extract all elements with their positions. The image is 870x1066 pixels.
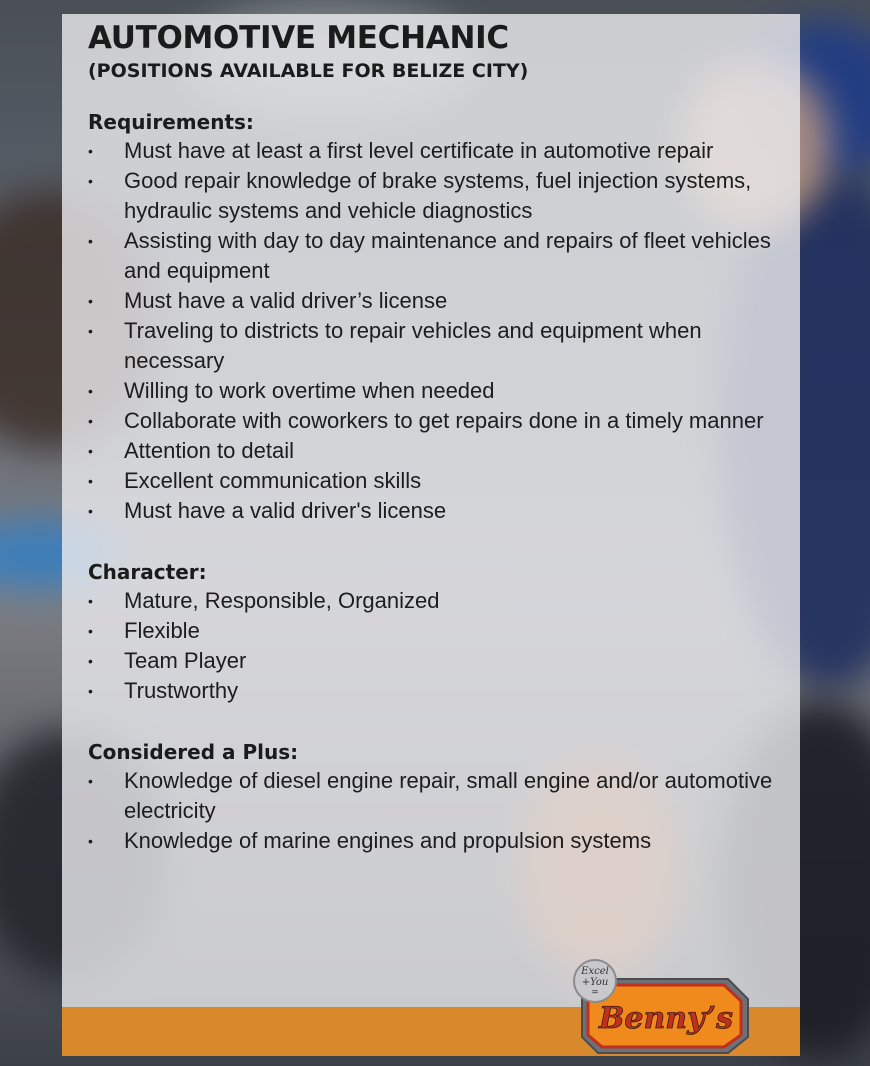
list-item: • Knowledge of diesel engine repair, small engine and/or automotive electricity: [88, 768, 773, 823]
list-item: • Knowledge of marine engines and propulsion systems: [88, 826, 788, 856]
list-item: • Traveling to districts to repair vehicles and equipment when necessary: [88, 318, 702, 373]
requirements-list: [88, 136, 788, 526]
svg-text:+You: +You: [581, 977, 609, 988]
plus-heading: Considered a Plus:: [88, 740, 299, 764]
bullet-icon: •: [88, 413, 93, 429]
bullet-icon: •: [88, 443, 93, 459]
list-item: • Excellent communication skills: [88, 466, 788, 496]
bullet-icon: •: [88, 143, 93, 159]
bullet-icon: •: [88, 383, 93, 399]
list-item: • Attention to detail: [88, 436, 788, 466]
svg-text:=: =: [591, 988, 599, 998]
list-item: • Assisting with day to day maintenance and repairs of fleet vehicles and equipment: [88, 228, 771, 283]
bullet-icon: •: [88, 623, 93, 639]
plus-list: [88, 766, 788, 856]
svg-text:Excel: Excel: [581, 966, 609, 977]
svg-text:Benny’s: Benny’s: [599, 1001, 733, 1036]
plus-section: [88, 738, 788, 856]
bullet-icon: •: [88, 773, 93, 789]
list-item: • Collaborate with coworkers to get repairs done in a timely manner: [88, 406, 788, 436]
posting-content: [88, 20, 788, 856]
job-subtitle: (POSITIONS AVAILABLE FOR BELIZE CITY): [88, 60, 529, 82]
list-item: • Flexible: [88, 616, 788, 646]
list-item: • Must have a valid driver's license: [88, 496, 788, 526]
list-item: • Team Player: [88, 646, 788, 676]
list-item: • Trustworthy: [88, 676, 788, 706]
job-title: AUTOMOTIVE MECHANIC: [88, 20, 509, 56]
job-posting-card: [62, 14, 800, 1056]
bullet-icon: •: [88, 683, 93, 699]
bullet-icon: •: [88, 293, 93, 309]
requirements-heading: Requirements:: [88, 110, 254, 134]
bullet-icon: •: [88, 653, 93, 669]
character-list: [88, 586, 788, 706]
bullet-icon: •: [88, 833, 93, 849]
bennys-logo: [570, 957, 760, 1057]
bullet-icon: •: [88, 323, 93, 339]
bullet-icon: •: [88, 173, 93, 189]
character-section: [88, 558, 788, 706]
list-item: • Good repair knowledge of brake systems, fuel injection systems, hydraulic systems and vehicle diagnostics: [88, 168, 752, 223]
list-item: • Mature, Responsible, Organized: [88, 586, 788, 616]
bullet-icon: •: [88, 473, 93, 489]
list-item: • Must have a valid driver’s license: [88, 286, 788, 316]
character-heading: Character:: [88, 560, 207, 584]
bullet-icon: •: [88, 593, 93, 609]
list-item: • Must have at least a first level certificate in automotive repair: [88, 136, 788, 166]
bullet-icon: •: [88, 233, 93, 249]
requirements-section: [88, 108, 788, 526]
list-item: • Willing to work overtime when needed: [88, 376, 788, 406]
bullet-icon: •: [88, 503, 93, 519]
